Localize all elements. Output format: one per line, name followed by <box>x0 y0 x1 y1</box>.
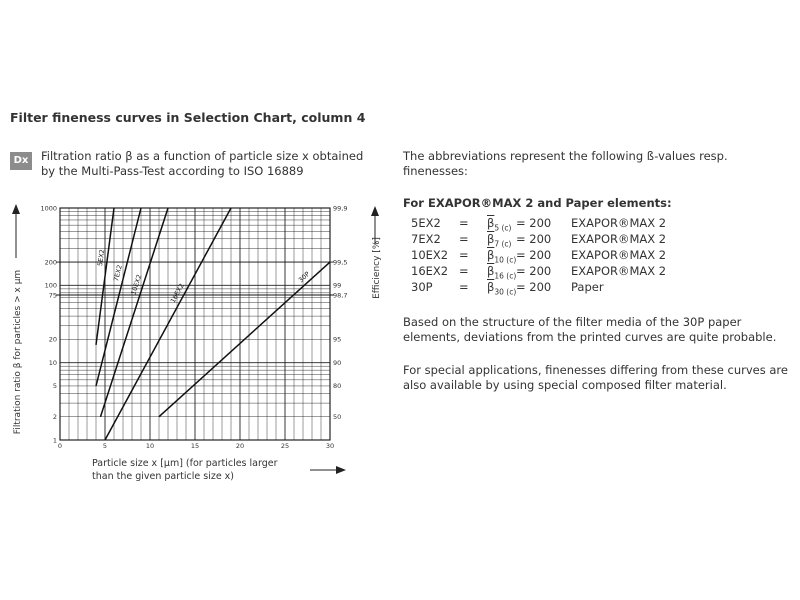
abbreviation-equals: = <box>459 232 469 246</box>
filter-material: EXAPOR®MAX 2 <box>571 248 667 262</box>
y2-tick-label: 90 <box>333 358 342 367</box>
y2-tick-label: 99,9 <box>333 204 348 213</box>
y2-tick-label: 80 <box>333 382 342 391</box>
y2-tick-label: 95 <box>333 335 342 344</box>
y-tick-label: 5 <box>52 382 57 391</box>
y-tick-label: 75 <box>48 291 57 300</box>
beta-symbol: $\overline{\beta}_{30 (c)}$ <box>487 280 517 297</box>
filter-material: Paper <box>571 280 604 294</box>
abbreviation-code: 30P <box>411 280 433 294</box>
beta-symbol: $\overline{\beta}_{7 (c)}$ <box>487 232 512 249</box>
beta-value: = 200 <box>516 280 552 294</box>
note-paper-elements: Based on the structure of the filter media of the 30P paper elements, deviations from the printed curves are quite probable. <box>403 315 777 344</box>
abbreviation-equals: = <box>459 264 469 278</box>
abbreviation-equals: = <box>459 280 469 294</box>
x-tick-label: 25 <box>280 442 290 450</box>
y2-axis-arrowhead <box>371 206 379 216</box>
abbreviation-code: 7EX2 <box>411 232 441 246</box>
section-badge: Dx <box>10 152 32 170</box>
y2-tick-label: 98,7 <box>333 291 348 300</box>
y2-axis-label: Efficiency [%] <box>372 237 382 299</box>
filter-material: EXAPOR®MAX 2 <box>571 264 667 278</box>
page-heading: Filter fineness curves in Selection Chart, column 4 <box>10 110 366 125</box>
curve-label: 5EX2 <box>96 248 107 267</box>
beta-symbol: $\overline{\beta}_{16 (c)}$ <box>487 264 517 281</box>
filter-material: EXAPOR®MAX 2 <box>571 216 667 230</box>
curve-label: 10EX2 <box>129 273 144 296</box>
note-special-applications: For special applications, finenesses differing from these curves are also available by using special composed filter material. <box>403 363 788 392</box>
y2-tick-label: 50 <box>333 413 342 422</box>
abbreviation-intro: The abbreviations represent the following ß-values resp. finenesses: <box>403 149 728 178</box>
curve-label: 7EX2 <box>112 263 124 283</box>
y-tick-label: 20 <box>48 335 57 344</box>
y-axis-label: Filtration ratio β for particles > x µm <box>13 269 23 435</box>
x-tick-label: 20 <box>235 442 245 450</box>
y-tick-label: 10 <box>48 358 57 367</box>
chart-grid <box>56 208 334 440</box>
x-tick-label: 0 <box>57 442 63 450</box>
x-tick-label: 15 <box>190 442 200 450</box>
beta-value: = 200 <box>516 264 552 278</box>
filter-fineness-chart <box>0 190 380 465</box>
x-tick-label: 30 <box>325 442 335 450</box>
x-axis-label: Particle size x [µm] (for particles larger than the given particle size x) <box>92 458 278 482</box>
abbreviation-code: 16EX2 <box>411 264 449 278</box>
abbreviation-code: 10EX2 <box>411 248 449 262</box>
y-tick-label: 2 <box>52 413 57 422</box>
beta-symbol: $\overline{\beta}_{5 (c)}$ <box>487 216 512 233</box>
x-tick-label: 5 <box>102 442 108 450</box>
y-tick-label: 100 <box>44 281 57 290</box>
y2-tick-label: 99,5 <box>333 258 348 267</box>
x-tick-label: 10 <box>145 442 155 450</box>
filter-material: EXAPOR®MAX 2 <box>571 232 667 246</box>
x-axis-arrowhead <box>336 466 346 474</box>
beta-value: = 200 <box>516 248 552 262</box>
y-axis-arrowhead <box>12 204 20 214</box>
curve-label: 30P <box>296 270 312 285</box>
beta-value: = 200 <box>516 216 552 230</box>
abbreviation-equals: = <box>459 248 469 262</box>
abbreviation-code: 5EX2 <box>411 216 441 230</box>
abbreviation-equals: = <box>459 216 469 230</box>
y-tick-label: 200 <box>44 258 57 267</box>
y-tick-label: 1 <box>52 436 57 445</box>
chart-axes <box>12 204 379 474</box>
abbreviation-subheading: For EXAPOR®MAX 2 and Paper elements: <box>403 196 672 210</box>
chart-labels <box>13 204 382 450</box>
chart-description: Filtration ratio β as a function of particle size x obtained by the Multi-Pass-Test according to ISO 16889 <box>41 149 364 178</box>
beta-value: = 200 <box>516 232 552 246</box>
curve-label: 16EX2 <box>168 282 186 305</box>
y2-tick-label: 99 <box>333 281 342 290</box>
beta-symbol: $\overline{\beta}_{10 (c)}$ <box>487 248 517 265</box>
y-tick-label: 1000 <box>40 204 57 213</box>
